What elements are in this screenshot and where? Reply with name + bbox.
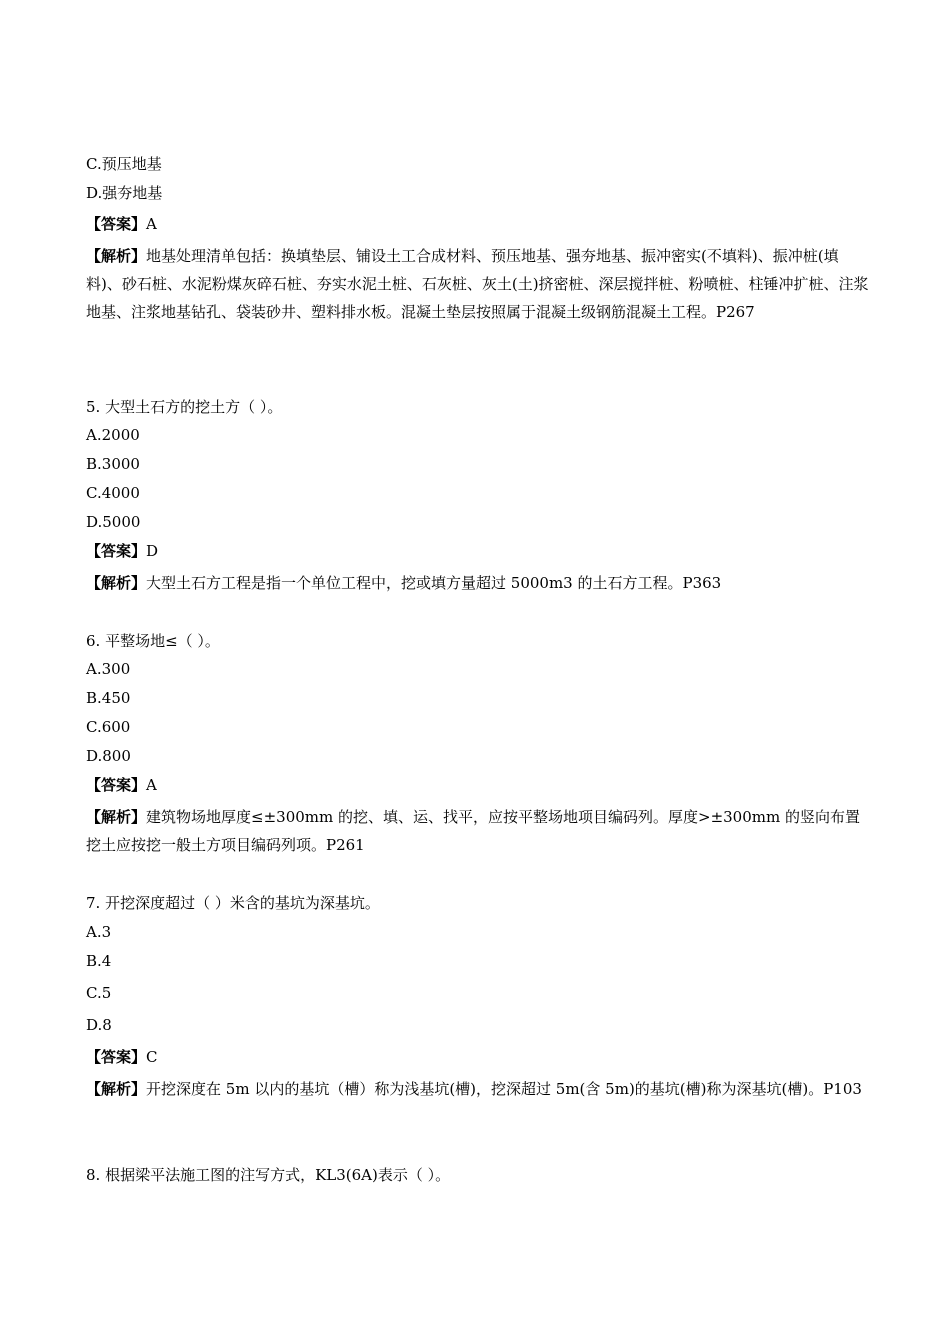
q5-option-a: A.2000 [86, 426, 140, 444]
answer-value: A [146, 776, 157, 794]
q6-option-b: B.450 [86, 689, 131, 707]
q6-option-a: A.300 [86, 660, 131, 678]
prev-analysis [86, 242, 871, 326]
q7-option-c: C.5 [86, 984, 112, 1002]
analysis-label: 【解析】 [86, 574, 147, 592]
answer-label: 【答案】 [86, 1048, 147, 1066]
q7-option-b: B.4 [86, 952, 112, 970]
prev-answer [86, 214, 886, 234]
analysis-text: 地基处理清单包括：换填垫层、铺设土工合成材料、预压地基、强夯地基、振冲密实(不填料)、振冲桩(填料)、砂石桩、水泥粉煤灰碎石桩、夯实水泥土桩、石灰桩、灰土(土)挤密桩、深层搅拌桩、粉喷桩、柱锤冲扩桩、注浆地基、注浆地基钻孔、袋装砂井、塑料排水板。混凝土垫层按照属于混凝土级钢筋混凝土工程。P267 [86, 247, 869, 321]
analysis-label: 【解析】 [86, 1080, 147, 1098]
q5-answer [86, 541, 886, 561]
answer-value: A [146, 215, 157, 233]
q8-question: 8. 根据梁平法施工图的注写方式，KL3(6A)表示（ ）。 [86, 1166, 451, 1184]
prev-option-c: C.预压地基 [86, 155, 162, 173]
q5-option-c: C.4000 [86, 484, 140, 502]
analysis-text: 建筑物场地厚度≤±300mm 的挖、填、运、找平，应按平整场地项目编码列。厚度>±300mm 的竖向布置挖土应按挖一般土方项目编码列项。P261 [86, 808, 860, 854]
analysis-label: 【解析】 [86, 247, 147, 265]
q7-question: 7. 开挖深度超过（ ）米含的基坑为深基坑。 [86, 894, 380, 912]
answer-label: 【答案】 [86, 776, 147, 794]
q5-option-b: B.3000 [86, 455, 140, 473]
q7-option-d: D.8 [86, 1016, 112, 1034]
answer-value: C [146, 1048, 158, 1066]
answer-value: D [146, 542, 159, 560]
q5-question: 5. 大型土石方的挖土方（ ）。 [86, 398, 283, 416]
q7-answer [86, 1047, 886, 1067]
q7-analysis [86, 1075, 871, 1103]
q6-question: 6. 平整场地≤（ ）。 [86, 632, 220, 650]
q5-option-d: D.5000 [86, 513, 141, 531]
q6-option-c: C.600 [86, 718, 131, 736]
prev-option-d: D.强夯地基 [86, 184, 163, 202]
analysis-text: 大型土石方工程是指一个单位工程中，挖或填方量超过 5000m3 的土石方工程。P363 [146, 574, 722, 592]
analysis-text: 开挖深度在 5m 以内的基坑（槽）称为浅基坑(槽)，挖深超过 5m(含 5m)的基坑(槽)称为深基坑(槽)。P103 [146, 1080, 862, 1098]
q6-option-d: D.800 [86, 747, 131, 765]
q6-analysis [86, 803, 871, 859]
analysis-label: 【解析】 [86, 808, 147, 826]
answer-label: 【答案】 [86, 542, 147, 560]
q5-analysis [86, 573, 886, 593]
q7-option-a: A.3 [86, 923, 112, 941]
q6-answer [86, 775, 886, 795]
answer-label: 【答案】 [86, 215, 147, 233]
